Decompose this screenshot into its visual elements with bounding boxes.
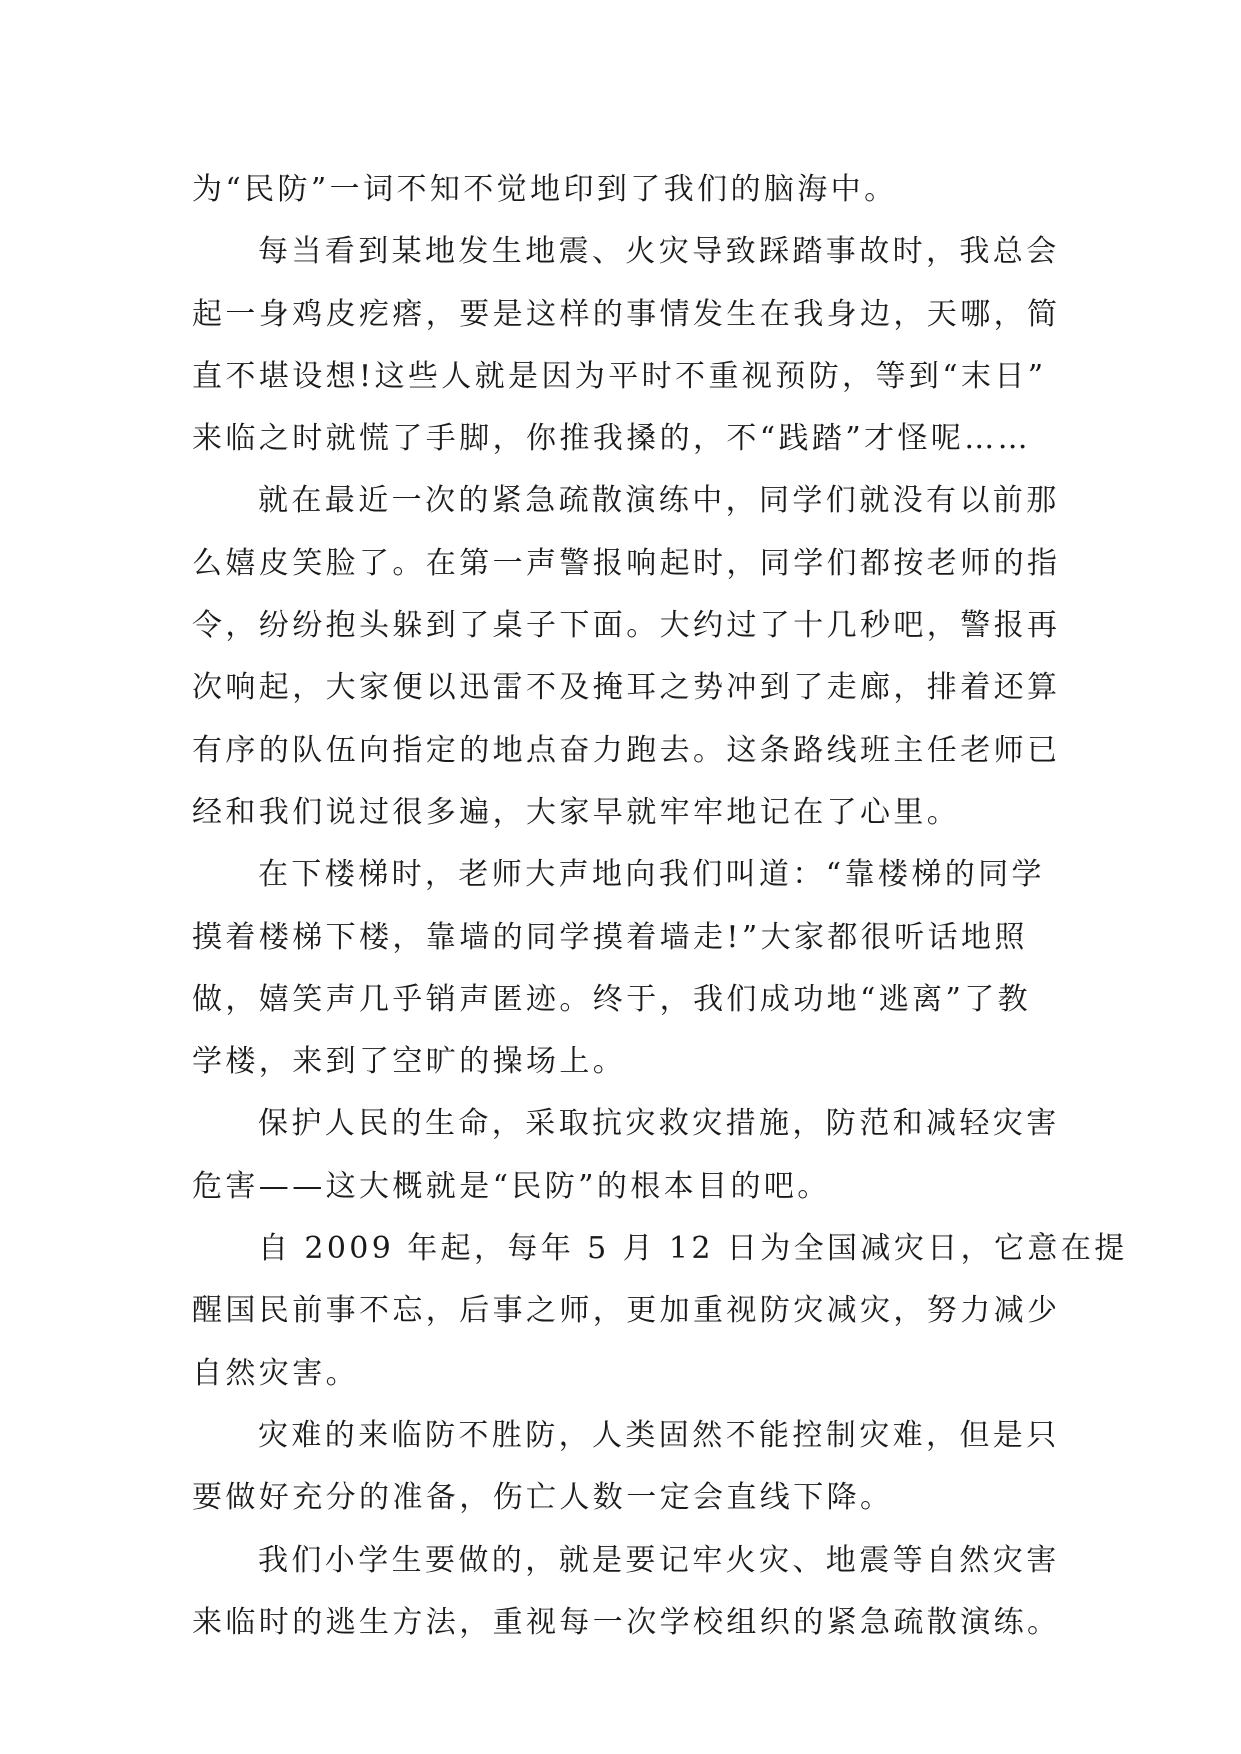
text-line: 令，纷纷抱头躲到了桌子下面。大约过了十几秒吧，警报再 xyxy=(192,608,1061,644)
text-line: 我们小学生要做的，就是要记牢火灾、地震等自然灾害 xyxy=(258,1542,1060,1578)
text-line: 摸着楼梯下楼，靠墙的同学摸着墙走!”大家都很听话地照 xyxy=(192,919,1028,955)
text-line: 要做好充分的准备，伤亡人数一定会直线下降。 xyxy=(192,1480,894,1516)
text-line: 醒国民前事不忘，后事之师，更加重视防灾减灾，努力减少 xyxy=(192,1293,1061,1329)
text-line: 为“民防”一词不知不觉地印到了我们的脑海中。 xyxy=(192,172,898,207)
text-line: 每当看到某地发生地震、火灾导致踩踏事故时，我总会 xyxy=(258,234,1060,270)
text-line: 保护人民的生命，采取抗灾救灾措施，防范和减轻灾害 xyxy=(258,1106,1060,1142)
text-line: 次响起，大家便以迅雷不及掩耳之势冲到了走廊，排着还算 xyxy=(192,670,1061,706)
text-line: 就在最近一次的紧急疏散演练中，同学们就没有以前那 xyxy=(258,483,1060,519)
text-line: 起一身鸡皮疙瘩，要是这样的事情发生在我身边，天哪，简 xyxy=(192,296,1061,332)
text-line: 做，嬉笑声几乎销声匿迹。终于，我们成功地“逃离”了教 xyxy=(192,981,1032,1017)
text-line: 么嬉皮笑脸了。在第一声警报响起时，同学们都按老师的指 xyxy=(192,545,1061,581)
text-line: 来临之时就慌了手脚，你推我搡的，不“践踏”才怪呢…… xyxy=(192,421,1032,457)
text-line: 在下楼梯时，老师大声地向我们叫道：“靠楼梯的同学 xyxy=(258,857,1045,893)
text-line: 自 2009 年起，每年 5 月 12 日为全国减灾日，它意在提 xyxy=(258,1231,1128,1267)
text-line: 灾难的来临防不胜防，人类固然不能控制灾难，但是只 xyxy=(258,1417,1060,1453)
text-line: 危害——这大概就是“民防”的根本目的吧。 xyxy=(192,1168,831,1204)
text-line: 学楼，来到了空旷的操场上。 xyxy=(192,1044,627,1080)
text-line: 有序的队伍向指定的地点奋力跑去。这条路线班主任老师已 xyxy=(192,732,1061,768)
text-line: 自然灾害。 xyxy=(192,1355,359,1391)
body-text xyxy=(192,159,1128,1654)
text-line: 来临时的逃生方法，重视每一次学校组织的紧急疏散演练。 xyxy=(192,1604,1061,1640)
text-line: 经和我们说过很多遍，大家早就牢牢地记在了心里。 xyxy=(192,794,961,830)
text-line: 直不堪设想!这些人就是因为平时不重视预防，等到“末日” xyxy=(192,358,1047,394)
